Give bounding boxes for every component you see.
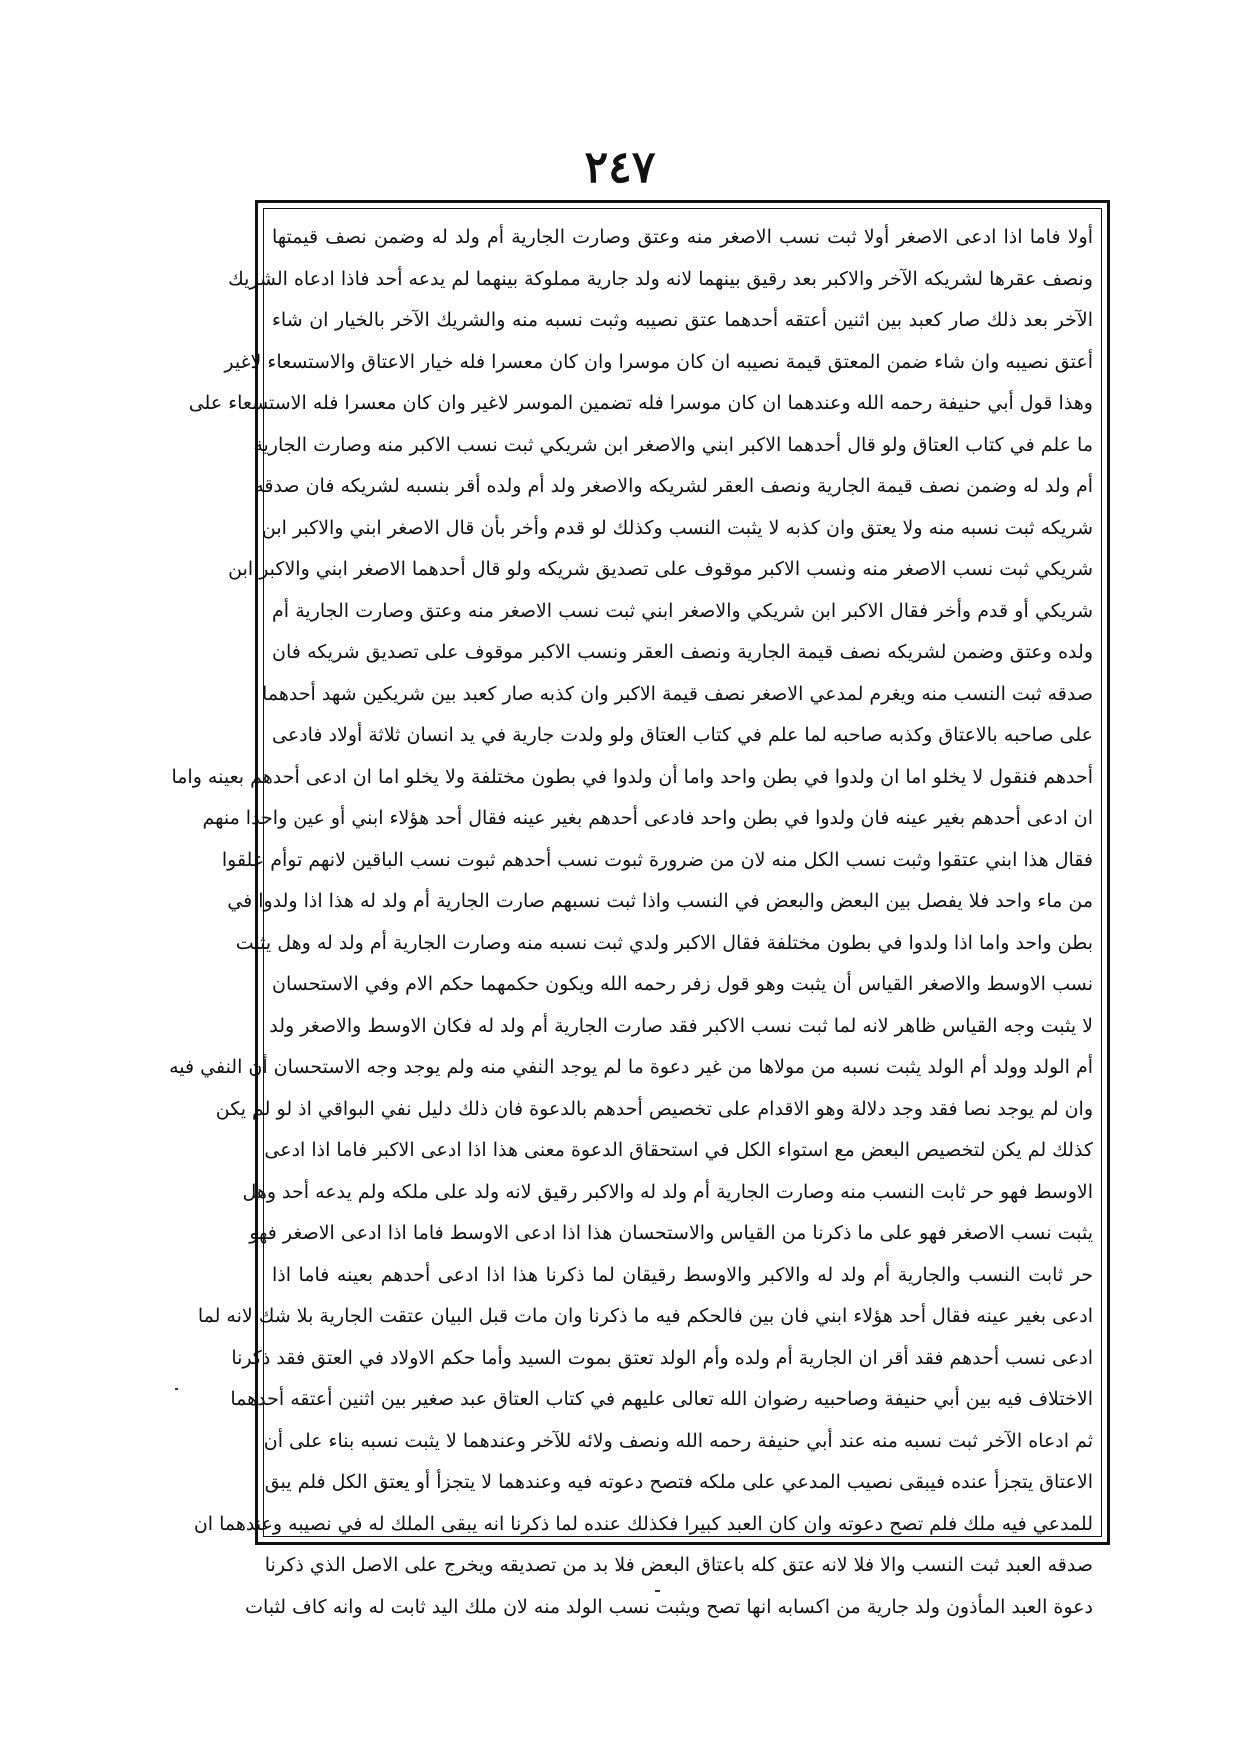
text-line: يثبت نسب الاصغر فهو على ما ذكرنا من القياس والاستحسان هذا اذا ادعى الاوسط فاما اذا ادعى الاصغر فهو [249,1222,1093,1244]
text-line: وان لم يوجد نصا فقد وجد دلالة وهو الاقدام على تخصيص أحدهم بالدعوة فان ذلك دليل نفي البواقي اذ لو لم يكن [215,1097,1093,1120]
footer-speck [655,1590,660,1592]
text-line: الاوسط فهو حر ثابت النسب منه وصارت الجارية أم ولد له والاكبر رقيق لانه ولد على ملكه ولم يدعه أحد وهل [242,1180,1093,1203]
text-line: شريكي أو قدم وأخر فقال الاكبر ابن شريكي والاصغر ابني ثبت نسب الاصغر منه وعتق وصارت الجارية أم [272,599,1093,622]
text-body [169,217,1093,1618]
text-line: نسب الاوسط والاصغر القياس أن يثبت وهو قول زفر رحمه الله ويكون حكمهما حكم الام وفي الاستحسان [272,973,1093,995]
text-line: كذلك لم يكن لتخصيص البعض مع استواء الكل في استحقاق الدعوة معنى هذا اذا ادعى الاكبر فاما اذا ادعى [264,1139,1093,1161]
text-line: لا يثبت وجه القياس ظاهر لانه لما ثبت نسب الاكبر فقد صارت الجارية أم ولد له فكان الاوسط والاصغر ولد [269,1014,1093,1037]
text-line: ونصف عقرها لشريكه الآخر والاكبر بعد رقيق بينهما لانه ولد جارية مملوكة بينهما لم يدعه أحد فاذا ادعاه الشريك [228,267,1093,290]
text-line: للمدعي فيه ملك فلم تصح دعوته وان كان العبد كبيرا فكذلك عنده لما ذكرنا انه يبقى الملك له في نصيبه وعندهما ان [193,1512,1093,1535]
text-line: ادعى بغير عينه فقال أحد هؤلاء ابني فان بين فالحكم فيه ما ذكرنا وان مات قبل البيان عتقت الجارية بلا شك لانه لما [197,1305,1093,1327]
text-line: ولده وعتق وضمن لشريكه نصف قيمة الجارية ونصف العقر ونسب الاكبر موقوف على تصديق شريكه فان [272,641,1093,663]
text-line: أم ولد له وضمن نصف قيمة الجارية ونصف العقر لشريكه والاصغر ولد أم ولده أقر بنسبه لشريكه فان صدقه [254,475,1093,497]
page-number: ٢٤٧ [584,142,656,193]
text-line: صدقه العبد ثبت النسب والا فلا لانه عتق كله باعتاق البعض فلا بد من تصديقه ويخرج على الاصل الذي ذكرنا [264,1554,1093,1576]
text-line: ادعى نسب أحدهم فقد أقر ان الجارية أم ولده وأم الولد تعتق بموت السيد وأما حكم الاولاد في العتق فقد ذكرنا [231,1346,1093,1369]
text-line: فقال هذا ابني عتقوا وثبت نسب الكل منه لان من ضرورة ثبوت نسب أحدهم ثبوت نسب الباقين لانهم توأم علقوا [221,848,1093,871]
margin-speck [175,1388,178,1390]
text-line: حر ثابت النسب والجارية أم ولد له والاكبر والاوسط رقيقان لما ذكرنا هذا اذا ادعى أحدهم بعينه فاما اذا [272,1263,1093,1286]
text-line: وهذا قول أبي حنيفة رحمه الله وعندهما ان كان موسرا فله تضمين الموسر لاغير وان كان معسرا فله الاستسعاء على [188,392,1093,414]
text-line: الاعتاق يتجزأ عنده فيبقى نصيب المدعي على ملكه فتصح دعوته فيه وعندهما لا يتجزأ أو يعتق الكل فلم يبق [264,1471,1093,1493]
text-line: على صاحبه بالاعتاق وكذبه صاحبه لما علم في كتاب العتاق ولو ولدت جارية في يد انسان ثلاثة أولاد فادعى [272,724,1093,746]
text-line: شريكي ثبت نسب الاصغر منه ونسب الاكبر موقوف على تصديق شريكه ولو قال أحدهما الاصغر ابني والاكبر ابن [228,558,1093,580]
text-line: ثم ادعاه الآخر ثبت نسبه منه عند أبي حنيفة رحمه الله ونصف ولائه للآخر وعندهما لا يثبت نسبه بناء على أن [263,1429,1093,1452]
text-line: ما علم في كتاب العتاق ولو قال أحدهما الاكبر ابني والاصغر ابن شريكي ثبت نسب الاكبر منه وصارت الجارية [253,433,1093,456]
page-border [169,200,1110,1618]
text-line: أحدهم فنقول لا يخلو اما ان ولدوا في بطن واحد واما أن ولدوا في بطون مختلفة ولا يخلو اما ان ادعى أحدهم بعينه واما [171,765,1093,788]
text-line: ان ادعى أحدهم بغير عينه فان ولدوا في بطن واحد فادعى أحدهم بغير عينه فقال أحد هؤلاء ابني أو عين واحدا منهم [202,807,1093,829]
text-line: أعتق نصيبه وان شاء ضمن المعتق قيمة نصيبه ان كان موسرا وان كان معسرا فله خيار الاعتاق والاستسعاء لاغير [224,350,1093,373]
text-line: دعوة العبد المأذون ولد جارية من اكسابه انها تصح ويثبت نسب الولد منه لان ملك اليد ثابت له وانه كاف لثبات [245,1595,1093,1618]
text-line: الاختلاف فيه بين أبي حنيفة وصاحبيه رضوان الله تعالى عليهم في كتاب العتاق عبد صغير بين اثنين أعتقه أحدهما [230,1388,1093,1410]
text-line: شريكه ثبت نسبه منه ولا يعتق وان كذبه لا يثبت النسب وكذلك لو قدم وأخر بأن قال الاصغر ابني والاكبر ابن [261,516,1093,539]
text-line: صدقه ثبت النسب منه ويغرم لمدعي الاصغر نصف قيمة الاكبر وان كذبه صار كعبد بين شريكين شهد أحدهما [262,682,1093,705]
text-line: بطن واحد واما اذا ولدوا في بطون مختلفة فقال الاكبر ولدي ثبت نسبه منه وصارت الجارية أم ولد له وهل يثبت [235,931,1093,954]
text-line: الآخر بعد ذلك صار كعبد بين اثنين أعتقه أحدهما عتق نصيبه وثبت نسبه منه والشريك الآخر بالخيار ان شاء [272,309,1093,331]
text-frame [169,208,1102,1618]
text-line: أم الولد وولد أم الولد يثبت نسبه من مولاها من غير دعوة ما لم يوجد النفي منه ولم يوجد وجه الاستحسان أن النفي فيه [169,1056,1093,1078]
text-line: من ماء واحد فلا يفصل بين البعض والبعض في النسب واذا ثبت نسبهم صارت الجارية أم ولد له هذا اذا ولدوا في [227,890,1093,912]
text-line: أولا فاما اذا ادعى الاصغر أولا ثبت نسب الاصغر منه وعتق وصارت الجارية أم ولد له وضمن نصف قيمتها [272,226,1093,248]
